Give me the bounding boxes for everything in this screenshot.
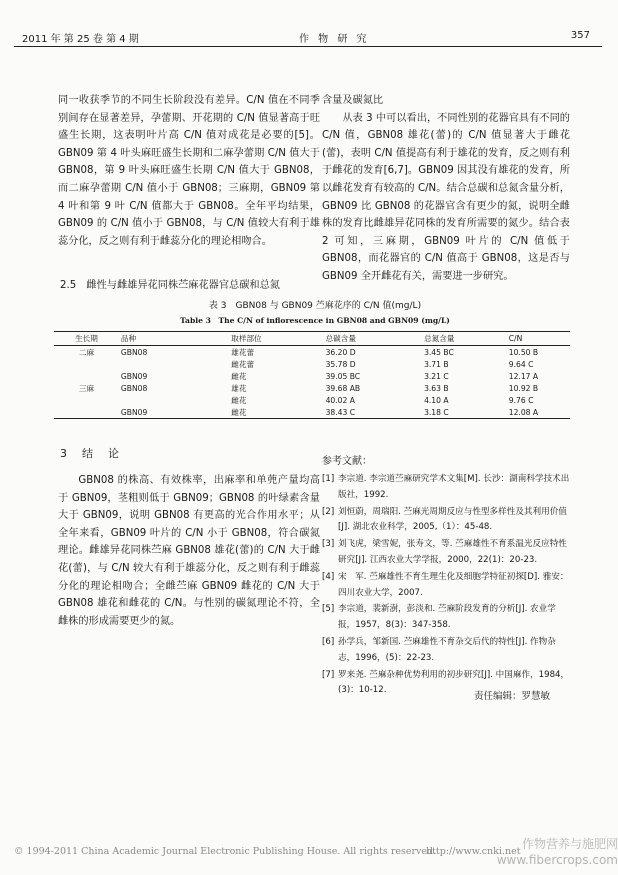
reference-number: [2] xyxy=(322,506,335,517)
table-row xyxy=(54,346,570,359)
table-cell: 三麻 xyxy=(78,383,95,393)
paragraph: 同一收获季节的不同生长阶段没有差异。C/N 值在不同季别间存在显著差异，孕蕾期、开花期的 C/N 值显著高于旺盛生长期，这表明叶片高 C/N 值对成花是必要的[5]。GBN09 第 4 叶头麻旺盛生长期和二麻孕蕾期 C/N 值大于 GBN08，第 9 叶头麻旺盛生长期 C/N 值大于 GBN08，而二麻孕蕾期 C/N 值小于 GBN08；三麻期，GBN09 第 4 叶和第 9 叶 C/N 值都大于 GBN08。全年平均结果，GBN09 的 C/N 值小于 GBN08，与 C/N 值较大有利于雄蕊分化，反之则有利于雌蕊分化的理论相吻合。 xyxy=(58,95,320,247)
reference-item xyxy=(322,602,570,634)
reference-number: [5] xyxy=(322,604,335,615)
table-caption-english: Table 3 The C/N of inflorescence in GBN08 and GBN09 (mg/L) xyxy=(180,316,450,325)
table-cell: GBN08 xyxy=(120,383,148,393)
table-row xyxy=(54,370,570,382)
table-cell: 3.18 C xyxy=(422,406,507,419)
table-cell: 雄花 xyxy=(231,383,247,393)
table-cell xyxy=(119,358,229,370)
table-cell: 4.10 A xyxy=(424,395,449,405)
table-cell: 12.08 A xyxy=(507,406,570,419)
reference-item xyxy=(322,537,570,569)
table-caption: 表 3 GBN08 与 GBN09 苎麻花序的 C/N 值(mg/L) xyxy=(208,301,422,311)
table-cell: 3.63 B xyxy=(424,383,449,393)
header-rule xyxy=(14,46,602,47)
journal-name: 作 物 研 究 xyxy=(299,34,370,45)
table-cell: 9.64 C xyxy=(508,359,534,369)
table-row xyxy=(54,394,570,406)
table-cell: 40.02 A xyxy=(325,395,355,405)
table-header-cell: 总氮含量 xyxy=(422,332,507,346)
watermark-url: www.fibercrops.com xyxy=(496,853,618,867)
table-row xyxy=(54,382,570,394)
table-cell: 10.92 B xyxy=(508,383,539,393)
table-header-cell: 生长期 xyxy=(54,332,119,346)
references-list xyxy=(322,472,570,700)
reference-number: [6] xyxy=(322,636,335,647)
reference-item xyxy=(322,570,570,602)
table-cell: 39.05 BC xyxy=(325,371,361,381)
table-cell xyxy=(54,406,119,419)
reference-text: 刘恒蔚，周瑞阳. 苎麻光周期反应与性型多样性及其利用价值[J]. 湖北农业科学，2005,（1）：45-48. xyxy=(338,506,567,533)
copyright-notice: © 1994-2011 China Academic Journal Electronic Publishing House. All rights reserved. xyxy=(14,846,437,857)
table-cell xyxy=(54,370,119,382)
reference-item xyxy=(322,505,570,537)
data-table xyxy=(54,331,570,419)
reference-text: 罗来尧. 苎麻杂种优势利用的初步研究[J]. 中国麻作，1984，(3)：10-12. xyxy=(338,669,570,696)
table-cell: 35.78 D xyxy=(325,359,356,369)
table-header-cell: 总碳含量 xyxy=(324,332,423,346)
right-column-text xyxy=(322,92,570,286)
table-cell: 3.21 C xyxy=(424,371,449,381)
table-header-cell: 品种 xyxy=(119,332,229,346)
table-cell: GBN09 xyxy=(119,406,229,419)
reference-number: [7] xyxy=(322,669,335,680)
journal-issue: 2011 年 第 25 卷 第 4 期 xyxy=(22,34,139,45)
paragraph: 从表 3 中可以看出，不同性别的花器官具有不同的 C/N 值，GBN08 雄花(蕾)的 C/N 值显著大于雌花(蕾)，表明 C/N 值提高有利于雄花的发育，反之则有利于雌花的发育[6,7]。GBN09 因其没有雄花的发育，所以雌花发育有较高的 C/N。结合总碳和总氮含量分析，GBN09 比 GBN08 的花器官含有更少的氮，说明全雌株的发育比雌雄异花同株的发育所需要的氮少。结合表 2 可知，三麻期，GBN09 叶片的 C/N 值低于 GBN08，而花器官的 C/N 值高于 GBN08，这是否与 GBN09 全开雌花有关，需要进一步研究。 xyxy=(322,112,570,282)
references-title: 参考文献： xyxy=(322,456,372,467)
table-cell: 39.68 AB xyxy=(325,383,361,393)
table-cell: 雌花 xyxy=(231,371,247,381)
table-cell: GBN08 xyxy=(120,347,148,357)
reference-text: 宋 军. 苎麻雄性不育生理生化及细胞学特征初探[D]. 雅安：四川农业大学，2007. xyxy=(338,571,569,598)
paragraph: GBN08 的株高、有效株率，出麻率和单蔸产量均高于 GBN09，茎粗则低于 GBN09；GBN08 的叶绿素含量大于 GBN09，说明 GBN08 有更高的光合作用水平；从全年来看，GBN09 叶片的 C/N 小于 GBN08，符合碳氮理论。雌雄异花同株苎麻 GBN08 雄花(蕾)的 C/N 大于雌花(蕾)，与 C/N 较大有利于雄蕊分化，反之则有利于雌蕊分化的理论相吻合；全雌苎麻 GBN09 雌花的 C/N 大于 GBN08 雄花和雌花的 C/N。与性别的碳氮理论不符，全雌株的形成需要更少的氮。 xyxy=(58,475,320,627)
responsible-editor: 责任编辑：罗慧敏 xyxy=(474,691,551,702)
table-cell: 3.45 BC xyxy=(424,347,454,357)
table-cell: 10.50 B xyxy=(508,347,539,357)
table-row xyxy=(54,406,570,419)
reference-number: [4] xyxy=(322,571,335,582)
reference-text: 孙学兵，邹新国. 苎麻雄性不育杂交后代的特性[J]. 作物杂志，1996，(5)：22-23. xyxy=(338,636,556,663)
reference-item xyxy=(322,635,570,667)
table-cell: 36.20 D xyxy=(325,347,356,357)
table-cell: 38.43 C xyxy=(324,406,423,419)
reference-item xyxy=(322,472,570,504)
table-header-row xyxy=(54,332,570,346)
table-header-cell: 取样部位 xyxy=(229,332,323,346)
table-cell: 雌花 xyxy=(229,406,323,419)
table-header-cell: C/N xyxy=(507,332,570,346)
reference-text: 刘飞虎，梁雪妮，张寿文，等. 苎麻雄性不育系温光反应特性研究[J]. 江西农业大学学报，2000，22(1)：20-23. xyxy=(338,539,567,565)
subsection-heading: 2.5 雌性与雌雄异花同株苎麻花器官总碳和总氮 xyxy=(60,280,280,291)
table-cell xyxy=(54,394,119,406)
left-column-text xyxy=(58,92,320,250)
table-cell: GBN09 xyxy=(120,371,148,381)
reference-text: 李宗道，裴新澍，彭淡和. 苎麻阶段发育的分析[J]. 农业学报，1957，8(3)：347-358. xyxy=(338,604,556,631)
footer-link[interactable]: http://www.cnki.net xyxy=(426,846,521,857)
site-watermark xyxy=(486,836,618,868)
table-cell xyxy=(119,394,229,406)
table-cell: 雌花 xyxy=(231,395,247,405)
section-heading: 3 结 论 xyxy=(60,447,121,460)
reference-number: [3] xyxy=(322,539,335,550)
page-number: 357 xyxy=(570,30,590,41)
table-cell: 雄花蕾 xyxy=(231,347,255,357)
table-row xyxy=(54,358,570,370)
table-cell: 12.17 A xyxy=(508,371,539,381)
table-cell: 二麻 xyxy=(78,347,95,357)
watermark-title: 作物营养与施肥网 xyxy=(521,837,618,851)
table-cell: 9.76 C xyxy=(508,395,534,405)
reference-text: 李宗道. 李宗道苎麻研究学术文集[M]. 长沙：湖南科学技术出版社，1992. xyxy=(338,474,570,500)
conclusion-text xyxy=(58,472,320,630)
table-cell: 3.71 B xyxy=(424,359,449,369)
table-cell: 雌花蕾 xyxy=(231,359,255,369)
paragraph: 含量及碳氮比 xyxy=(322,95,384,106)
reference-number: [1] xyxy=(322,474,335,484)
page-header xyxy=(14,28,602,46)
table-cell xyxy=(54,358,119,370)
